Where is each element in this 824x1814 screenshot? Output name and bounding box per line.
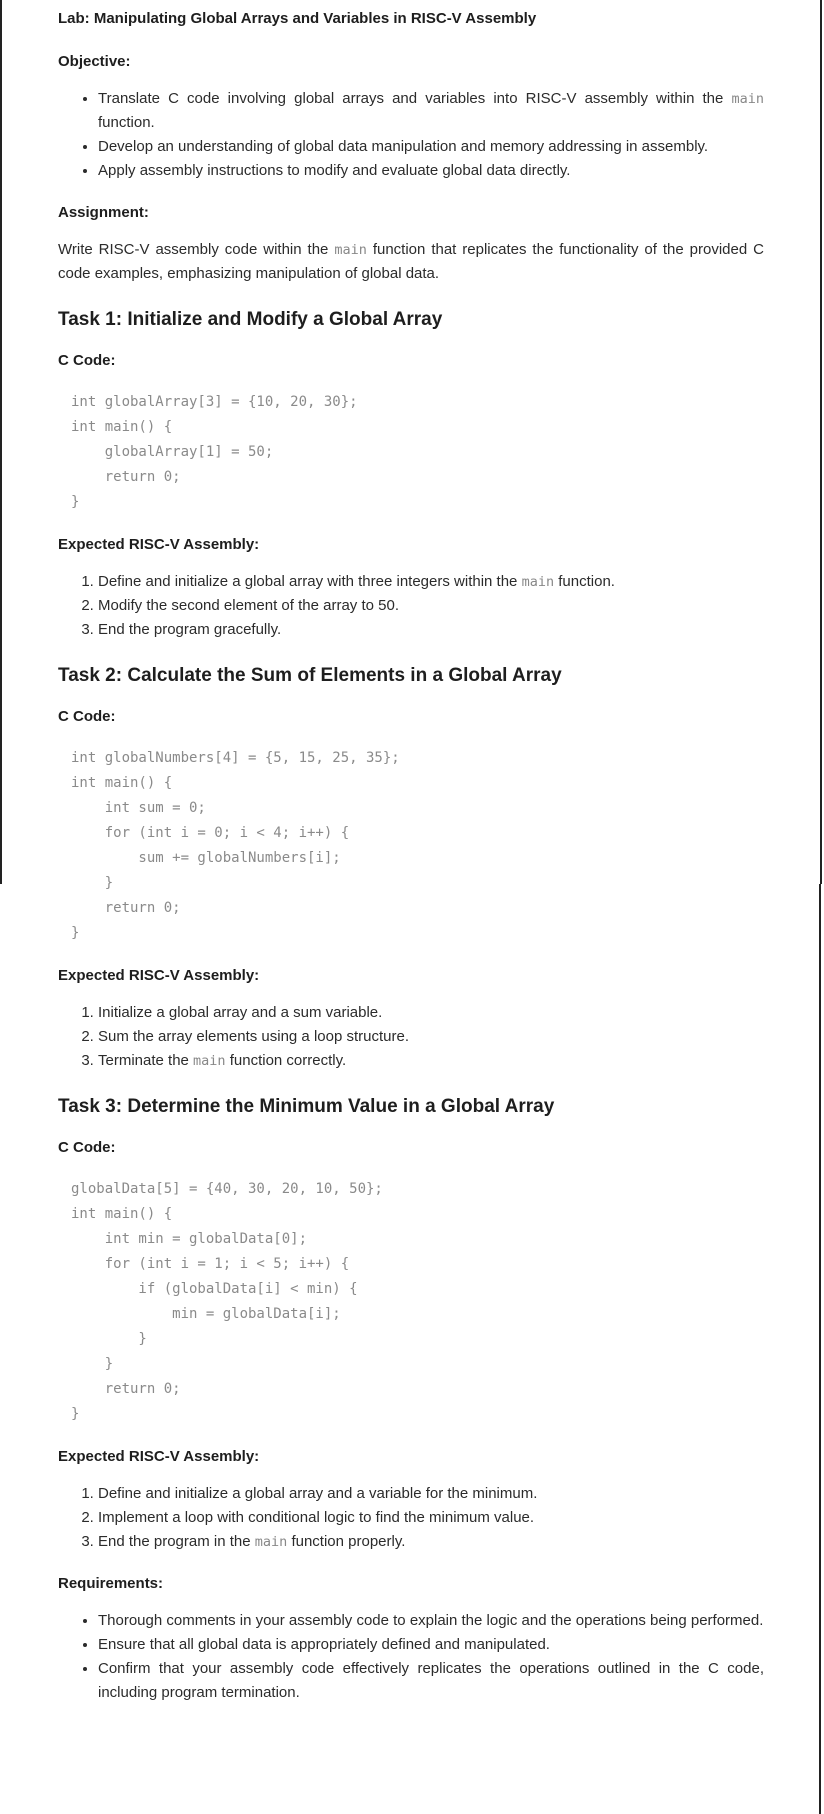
list-item: 3. End the program in the main function properly.	[98, 1530, 764, 1554]
assignment-heading: Assignment:	[58, 204, 149, 221]
code-line: return 0;	[71, 900, 181, 916]
code-line: int globalArray[3] = {10, 20, 30};	[71, 394, 358, 410]
task-1-code-block	[58, 390, 764, 515]
objective-heading: Objective:	[58, 53, 131, 70]
list-item: 2. Modify the second element of the array to 50.	[98, 594, 764, 618]
code-line: }	[71, 875, 114, 891]
list-item: • Develop an understanding of global data manipulation and memory addressing in assembly.	[98, 135, 764, 159]
list-item: 1. Define and initialize a global array with three integers within the main function.	[98, 570, 764, 594]
code-line: if (globalData[i] < min) {	[71, 1281, 358, 1297]
code-line: sum += globalNumbers[i];	[71, 850, 341, 866]
code-line: return 0;	[71, 469, 181, 485]
list-item: • Thorough comments in your assembly code to explain the logic and the operations being performed.	[98, 1609, 764, 1633]
task-1-c-code-label: C Code:	[58, 352, 116, 369]
list-item: • Confirm that your assembly code effectively replicates the operations outlined in the C code, including program termination.	[98, 1657, 764, 1705]
task-3-c-code-label: C Code:	[58, 1139, 116, 1156]
code-line: int main() {	[71, 419, 173, 435]
task-2-c-code-label: C Code:	[58, 708, 116, 725]
list-item: 1. Define and initialize a global array and a variable for the minimum.	[98, 1482, 764, 1506]
list-item: 2. Sum the array elements using a loop structure.	[98, 1025, 764, 1049]
requirements-list	[58, 1609, 764, 1705]
code-line: for (int i = 0; i < 4; i++) {	[71, 825, 350, 841]
code-line: int main() {	[71, 775, 173, 791]
code-line: int sum = 0;	[71, 800, 206, 816]
task-3-code-block	[58, 1177, 764, 1427]
code-line: }	[71, 1356, 114, 1372]
task-2-expected-label: Expected RISC-V Assembly:	[58, 967, 260, 984]
list-item: • Ensure that all global data is appropriately defined and manipulated.	[98, 1633, 764, 1657]
right-border-bottom	[819, 884, 821, 1814]
task-2-steps	[58, 1001, 764, 1073]
code-line: }	[71, 494, 80, 510]
list-item: 1. Initialize a global array and a sum variable.	[98, 1001, 764, 1025]
list-item: 3. End the program gracefully.	[98, 618, 764, 642]
task-1-expected-label: Expected RISC-V Assembly:	[58, 536, 260, 553]
task-1-steps	[58, 570, 764, 642]
objective-list	[58, 87, 764, 183]
code-line: int min = globalData[0];	[71, 1231, 308, 1247]
code-line: globalData[5] = {40, 30, 20, 10, 50};	[71, 1181, 383, 1197]
document-content	[58, 0, 764, 1705]
code-line: globalArray[1] = 50;	[71, 444, 274, 460]
code-line: }	[71, 925, 80, 941]
task-2-code-block	[58, 746, 764, 946]
code-line: }	[71, 1406, 80, 1422]
right-border-top	[820, 0, 822, 884]
list-item: • Apply assembly instructions to modify and evaluate global data directly.	[98, 159, 764, 183]
task-3-expected-label: Expected RISC-V Assembly:	[58, 1448, 260, 1465]
task-3-steps	[58, 1482, 764, 1554]
requirements-heading: Requirements:	[58, 1575, 164, 1592]
page-title: Lab: Manipulating Global Arrays and Variables in RISC-V Assembly	[58, 10, 537, 27]
code-line: }	[71, 1331, 147, 1347]
code-line: int main() {	[71, 1206, 173, 1222]
code-line: int globalNumbers[4] = {5, 15, 25, 35};	[71, 750, 400, 766]
task-2-title: Task 2: Calculate the Sum of Elements in a Global Array	[58, 665, 562, 686]
list-item: • Translate C code involving global arrays and variables into RISC-V assembly within the main function.	[98, 87, 764, 135]
assignment-text: Write RISC-V assembly code within the main function that replicates the functionality of the provided C code examples, emphasizing manipulation of global data.	[58, 241, 764, 282]
list-item: 3. Terminate the main function correctly.	[98, 1049, 764, 1073]
code-line: for (int i = 1; i < 5; i++) {	[71, 1256, 350, 1272]
list-item: 2. Implement a loop with conditional logic to find the minimum value.	[98, 1506, 764, 1530]
task-3-title: Task 3: Determine the Minimum Value in a Global Array	[58, 1096, 555, 1117]
code-line: return 0;	[71, 1381, 181, 1397]
left-border	[0, 0, 2, 884]
code-line: min = globalData[i];	[71, 1306, 341, 1322]
task-1-title: Task 1: Initialize and Modify a Global Array	[58, 309, 443, 330]
